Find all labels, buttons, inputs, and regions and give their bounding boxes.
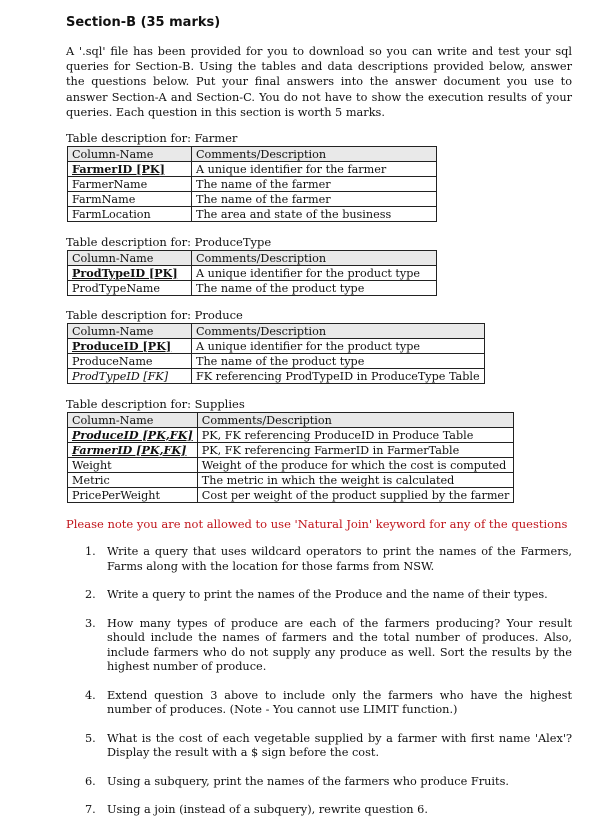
description-cell: The name of the product type xyxy=(192,281,437,296)
farmer-table-caption: Table description for: Farmer xyxy=(66,131,238,145)
question-item xyxy=(66,732,572,761)
producetype-table-caption: Table description for: ProduceType xyxy=(66,235,272,249)
column-header: Column-Name xyxy=(68,147,192,162)
column-name-cell: Weight xyxy=(68,458,198,473)
produce-table-caption: Table description for: Produce xyxy=(66,308,243,322)
column-name-cell: FarmLocation xyxy=(68,207,192,222)
supplies-table xyxy=(67,412,514,503)
question-number: 3. xyxy=(85,616,96,630)
column-name-cell: ProduceName xyxy=(68,354,192,369)
column-header: Comments/Description xyxy=(192,147,437,162)
question-list xyxy=(66,545,572,832)
table-row xyxy=(68,473,514,488)
column-name-cell: ProdTypeName xyxy=(68,281,192,296)
table-row xyxy=(68,207,437,222)
question-text: How many types of produce are each of the farmers producing? Your result should include the names of farmers and the total number of produces. Also, include farmers who do not supply any produce as well. Sort the results by the highest number of produce. xyxy=(107,616,572,673)
column-header: Comments/Description xyxy=(192,324,485,339)
description-cell: The name of the product type xyxy=(192,354,485,369)
table-row xyxy=(68,354,485,369)
question-text: Using a subquery, print the names of the farmers who produce Fruits. xyxy=(107,774,509,788)
table-row xyxy=(68,428,514,443)
description-cell: The name of the farmer xyxy=(192,192,437,207)
column-name-cell: ProduceID [PK,FK] xyxy=(68,428,198,443)
description-cell: A unique identifier for the product type xyxy=(192,339,485,354)
intro-paragraph: A '.sql' file has been provided for you to download so you can write and test your sql queries for Section-B. Using the tables and data descriptions provided below, answer the questions below. Put your final answers into the answer document you use to answer Section-A and Section-C. You do not have to show the execution results of your queries. Each question in this section is worth 5 marks. xyxy=(66,45,572,119)
question-item xyxy=(66,775,572,790)
table-header-row xyxy=(68,324,485,339)
description-cell: The metric in which the weight is calculated xyxy=(197,473,514,488)
column-name-cell: ProdTypeID [PK] xyxy=(68,266,192,281)
question-text: What is the cost of each vegetable supplied by a farmer with first name 'Alex'? Display the result with a $ sign before the cost. xyxy=(107,731,572,759)
column-name-cell: FarmName xyxy=(68,192,192,207)
question-number: 4. xyxy=(85,688,96,702)
table-row xyxy=(68,177,437,192)
table-row xyxy=(68,339,485,354)
table-header-row xyxy=(68,147,437,162)
description-cell: The name of the farmer xyxy=(192,177,437,192)
description-cell: FK referencing ProdTypeID in ProduceType Table xyxy=(192,369,485,384)
description-cell: PK, FK referencing ProduceID in Produce Table xyxy=(197,428,514,443)
question-number: 2. xyxy=(85,588,96,601)
question-text: Using a join (instead of a subquery), rewrite question 6. xyxy=(107,803,428,816)
description-cell: A unique identifier for the farmer xyxy=(192,162,437,177)
supplies-table-caption: Table description for: Supplies xyxy=(66,397,245,411)
column-header: Comments/Description xyxy=(197,413,514,428)
table-row xyxy=(68,281,437,296)
table-header-row xyxy=(68,413,514,428)
column-header: Column-Name xyxy=(68,413,198,428)
question-item xyxy=(66,617,572,675)
natural-join-note: Please note you are not allowed to use 'Natural Join' keyword for any of the questions xyxy=(66,517,568,531)
table-row xyxy=(68,369,485,384)
question-item xyxy=(66,545,572,574)
table-header-row xyxy=(68,251,437,266)
question-number: 6. xyxy=(85,774,96,788)
question-number: 5. xyxy=(85,731,96,745)
column-header: Column-Name xyxy=(68,324,192,339)
question-number: 1. xyxy=(85,545,96,558)
table-row xyxy=(68,266,437,281)
column-name-cell: Metric xyxy=(68,473,198,488)
produce-table xyxy=(67,323,485,384)
section-heading: Section-B (35 marks) xyxy=(66,15,221,30)
table-row xyxy=(68,443,514,458)
question-item xyxy=(66,689,572,718)
description-cell: Cost per weight of the product supplied by the farmer xyxy=(197,488,514,503)
column-name-cell: FarmerID [PK,FK] xyxy=(68,443,198,458)
column-name-cell: FarmerName xyxy=(68,177,192,192)
description-cell: PK, FK referencing FarmerID in FarmerTable xyxy=(197,443,514,458)
farmer-table xyxy=(67,146,437,222)
producetype-table xyxy=(67,250,437,296)
table-row xyxy=(68,162,437,177)
question-text: Write a query to print the names of the Produce and the name of their types. xyxy=(107,588,548,601)
column-name-cell: PricePerWeight xyxy=(68,488,198,503)
description-cell: A unique identifier for the product type xyxy=(192,266,437,281)
column-name-cell: ProdTypeID [FK] xyxy=(68,369,192,384)
description-cell: Weight of the produce for which the cost is computed xyxy=(197,458,514,473)
question-item xyxy=(66,803,572,818)
question-item xyxy=(66,588,572,603)
column-name-cell: FarmerID [PK] xyxy=(68,162,192,177)
column-header: Column-Name xyxy=(68,251,192,266)
table-row xyxy=(68,458,514,473)
table-row xyxy=(68,488,514,503)
column-name-cell: ProduceID [PK] xyxy=(68,339,192,354)
description-cell: The area and state of the business xyxy=(192,207,437,222)
question-text: Write a query that uses wildcard operators to print the names of the Farmers, Farms along with the location for those farms from NSW. xyxy=(107,545,572,573)
table-row xyxy=(68,192,437,207)
column-header: Comments/Description xyxy=(192,251,437,266)
question-number: 7. xyxy=(85,803,96,816)
question-text: Extend question 3 above to include only the farmers who have the highest number of produces. (Note - You cannot use LIMIT function.) xyxy=(107,688,572,716)
